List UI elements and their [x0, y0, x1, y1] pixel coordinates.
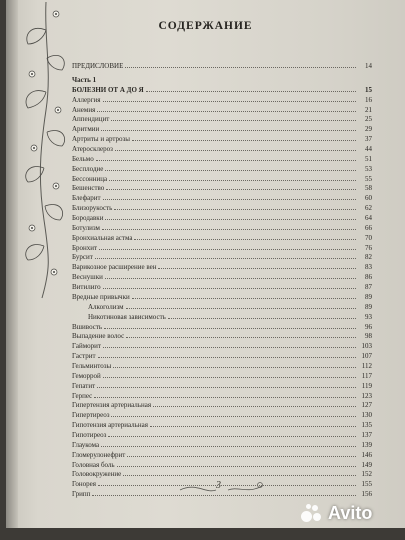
toc-entry-page: 86	[365, 273, 372, 282]
toc-entry-title: Гастрит	[72, 352, 96, 361]
toc-entry-page: 37	[365, 135, 372, 144]
toc-entry-title: Аллергия	[72, 95, 101, 104]
toc-entry-title: Атеросклероз	[72, 145, 113, 154]
toc-entry-page: 103	[361, 342, 372, 351]
toc-entry-page: 58	[365, 184, 372, 193]
toc-entry-title: Вредные привычки	[72, 292, 130, 301]
toc-entry-page: 123	[361, 391, 372, 400]
toc-entry-title: Часть 1	[72, 76, 97, 84]
toc-entry-page: 146	[361, 450, 372, 459]
toc-entry-title: Гипотиреоз	[72, 430, 107, 439]
toc-entry-page: 53	[365, 164, 372, 173]
toc-entry-page: 15	[365, 85, 372, 94]
toc-entry-title: Аритмии	[72, 125, 100, 134]
toc-entry-title: Грипп	[72, 490, 91, 499]
toc-entry-page: 117	[361, 371, 372, 380]
toc-entry-title: Витилиго	[72, 283, 101, 292]
toc-entry-title: Варикозное расширение вен	[72, 263, 157, 272]
avito-logo-icon	[300, 502, 324, 524]
toc-entry-title: Гипотензия артериальная	[72, 421, 148, 430]
toc-entry-page: 119	[361, 381, 372, 390]
toc-entry-title: Головокружение	[72, 470, 122, 479]
toc-entry-title: Артриты и артрозы	[72, 135, 130, 144]
page-title: СОДЕРЖАНИЕ	[158, 20, 253, 32]
toc-entry-title: Гонорея	[72, 480, 97, 489]
toc-entry-page: 135	[361, 421, 372, 430]
toc-entry-title: Бессонница	[72, 174, 108, 183]
toc-entry-title: Аппендицит	[72, 115, 110, 124]
toc-entry-title: Выпадение волос	[72, 332, 125, 341]
toc-entry-page: 112	[361, 361, 372, 370]
avito-watermark	[300, 498, 400, 528]
toc-entry-title: Бешенство	[72, 184, 105, 193]
toc-entry-title: Анемия	[72, 105, 96, 114]
toc-entry-page: 14	[365, 62, 372, 70]
toc-entry-title: Алкоголизм	[88, 302, 124, 311]
toc-entry-title: Гельминтозы	[72, 361, 112, 370]
toc-entry-page: 149	[361, 460, 372, 469]
toc-entry-page: 55	[365, 174, 372, 183]
toc-entry	[72, 58, 372, 70]
toc-entry-page: 66	[365, 223, 372, 232]
toc-entry-title: Бельмо	[72, 154, 94, 163]
toc-entry-page: 21	[365, 105, 372, 114]
toc-entry-title: Бородавки	[72, 214, 104, 223]
toc-entry-title: Бурсит	[72, 253, 93, 262]
toc-entry-page: 62	[365, 204, 372, 213]
toc-entry-page: 98	[365, 332, 372, 341]
toc-entry-title: Бронхит	[72, 243, 98, 252]
toc-entry-title: Близорукость	[72, 204, 113, 213]
toc-entry-page: 127	[361, 401, 372, 410]
toc-entry-page: 76	[365, 243, 372, 252]
toc-entry-title: Головная боль	[72, 460, 115, 469]
toc-entry-page: 70	[365, 233, 372, 242]
toc-entry-title: Ботулизм	[72, 223, 100, 232]
toc-entry-page: 139	[361, 440, 372, 449]
toc-leader-dots	[92, 495, 356, 496]
toc-entry-title: БОЛЕЗНИ ОТ А ДО Я	[72, 85, 144, 94]
toc-entry-page: 87	[365, 283, 372, 292]
toc-entry-page: 25	[365, 115, 372, 124]
toc-entry-title: Блефарит	[72, 194, 101, 203]
toc-entry-page: 130	[361, 411, 372, 420]
toc-entry-page: 64	[365, 214, 372, 223]
toc-entry-title: Никотиновая зависимость	[88, 312, 166, 321]
toc-leader-dots	[125, 67, 356, 68]
toc-entry-page: 29	[365, 125, 372, 134]
toc-entry-title: Бронхиальная астма	[72, 233, 133, 242]
toc-entry-page: 83	[365, 263, 372, 272]
toc-entry-page: 16	[365, 95, 372, 104]
avito-watermark-text: Avito	[328, 502, 373, 523]
page-number: 3	[216, 480, 221, 491]
toc-entry-title: Гипертиреоз	[72, 411, 110, 420]
toc-entry-page: 82	[365, 253, 372, 262]
toc-entry-page: 137	[361, 430, 372, 439]
toc-entry-title: ПРЕДИСЛОВИЕ	[72, 62, 124, 70]
toc-entry-page: 156	[361, 490, 372, 499]
toc-entry-title: Герпес	[72, 391, 93, 400]
toc-entry-page: 60	[365, 194, 372, 203]
toc-entry-page: 89	[365, 302, 372, 311]
toc-entry	[72, 486, 372, 498]
toc-entry-page: 96	[365, 322, 372, 331]
toc-entry-title: Глаукома	[72, 440, 100, 449]
toc-entry-title: Гепатит	[72, 381, 96, 390]
toc-entry-page: 93	[365, 312, 372, 321]
toc-entry-title: Гломерулонефрит	[72, 450, 126, 459]
floral-vine-ornament	[16, 0, 72, 300]
toc-entry-title: Вшивость	[72, 322, 103, 331]
toc-entry-title: Гайморит	[72, 342, 101, 351]
toc-entry-page: 44	[365, 145, 372, 154]
toc-entry-page: 152	[361, 470, 372, 479]
toc-entry-page: 89	[365, 292, 372, 301]
toc-entry-page: 51	[365, 154, 372, 163]
toc-entry-title: Геморрой	[72, 371, 101, 380]
toc-entry-page: 155	[361, 480, 372, 489]
toc-entry-page: 107	[361, 352, 372, 361]
toc-entry-title: Веснушки	[72, 273, 103, 282]
toc-entry-title: Гипертензия артериальная	[72, 401, 152, 410]
toc-entry-title: Бесплодие	[72, 164, 104, 173]
book-page	[6, 0, 405, 528]
